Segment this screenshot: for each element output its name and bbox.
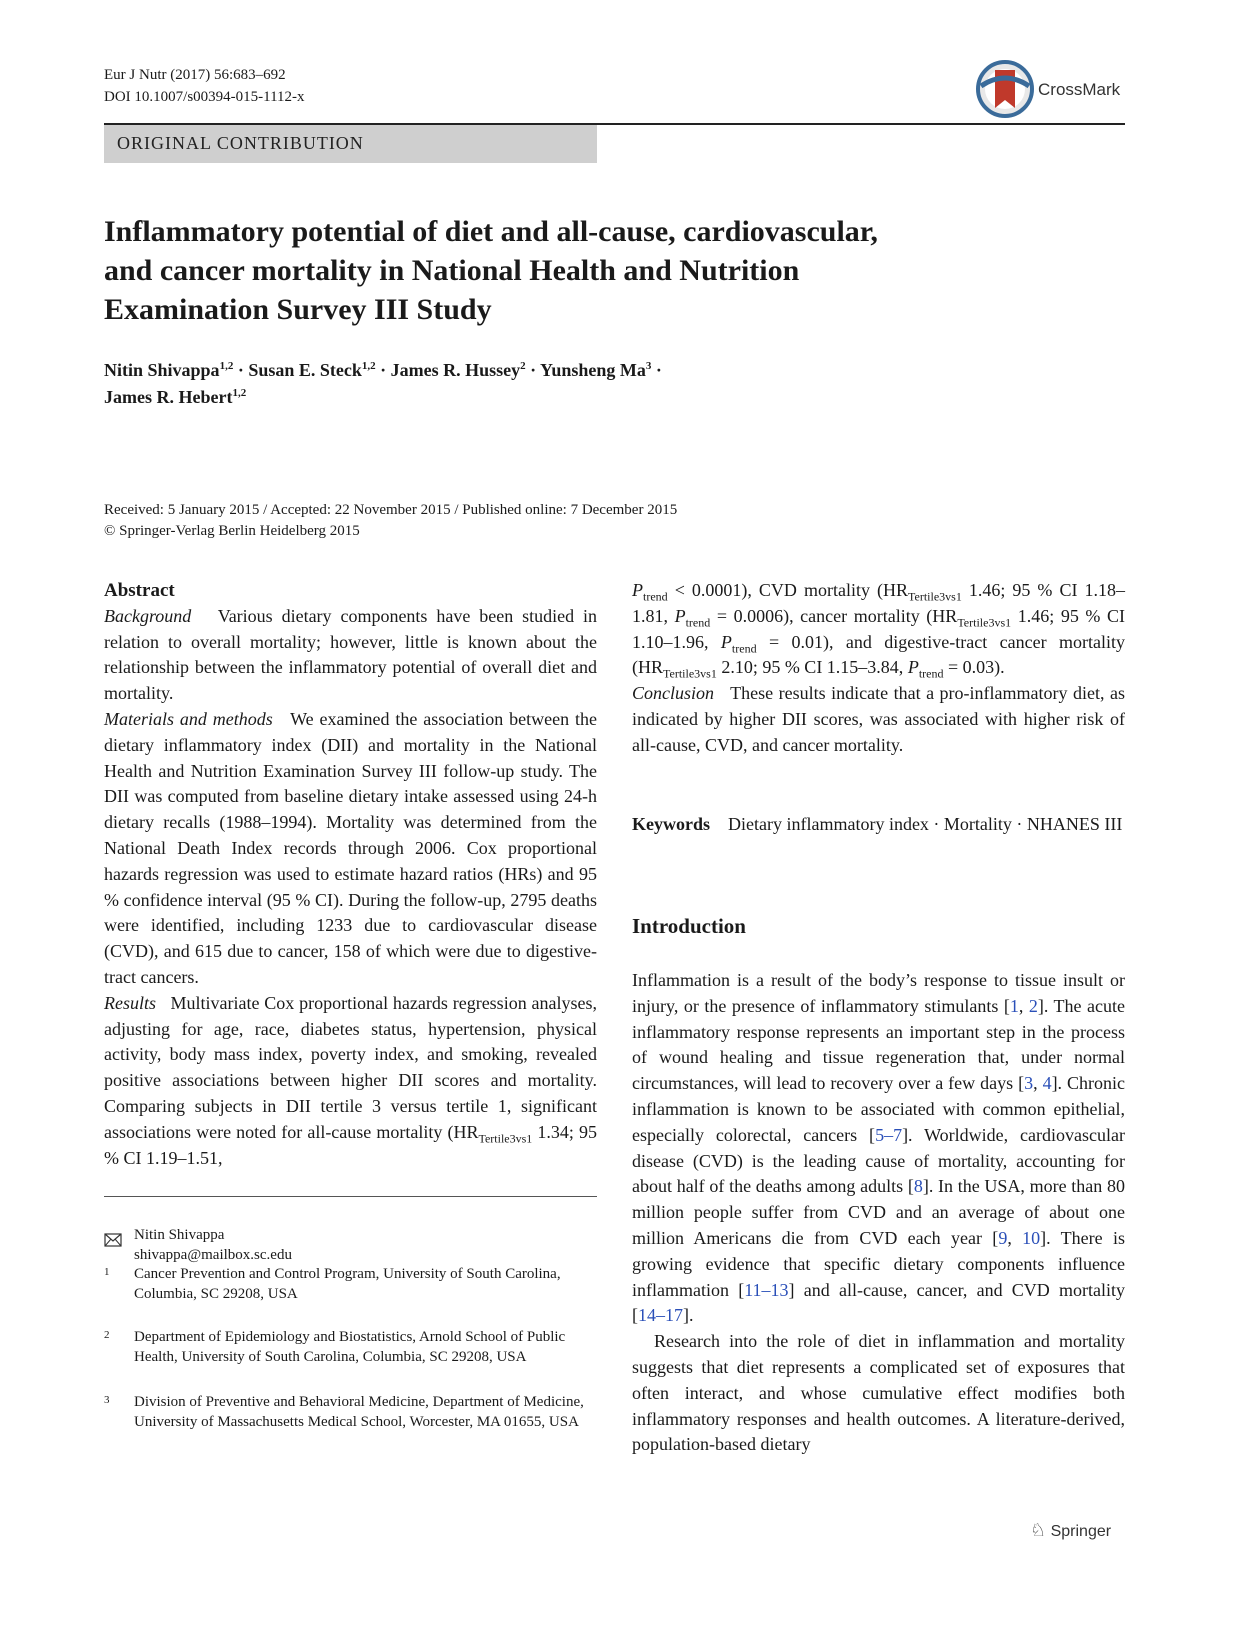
corresponding-email[interactable]: shivappa@mailbox.sc.edu [134, 1247, 292, 1263]
abstract-heading: Abstract [104, 580, 175, 601]
author-separator: · [375, 360, 391, 380]
background-label: Background [104, 605, 192, 626]
background-text: Various dietary components have been studied in relation to overall mortality; however, little is known about the relationship between the inflammatory potential of overall diet and mortality. [104, 605, 597, 704]
publisher-logo [1030, 1520, 1111, 1541]
p-symbol: P [674, 605, 686, 626]
author-separator: · [233, 360, 249, 380]
results-label: Results [104, 992, 156, 1013]
intro-text: ] and all-cause, cancer, and CVD mortality [ [632, 1279, 1125, 1326]
citation-separator: , [1007, 1227, 1023, 1248]
subscript: trend [731, 641, 757, 656]
envelope-icon [104, 1233, 122, 1247]
section-label: ORIGINAL CONTRIBUTION [117, 133, 364, 153]
results-text: 1.46; 95 % CI 1.10–1.96, [632, 605, 1125, 652]
abstract-results [104, 991, 597, 1172]
citation-link[interactable]: 3 [1024, 1073, 1034, 1094]
results-text: 1.34; 95 % CI 1.19–1.51, [104, 1121, 597, 1168]
subscript: Tertile3vs1 [957, 615, 1012, 630]
history-dates: Received: 5 January 2015 / Accepted: 22 November 2015 / Published online: 7 December 2015 [104, 502, 678, 518]
abstract-results-continued [632, 578, 1125, 681]
abstract-methods [104, 707, 597, 991]
introduction-body [632, 968, 1125, 1458]
author-3-affil: 2 [520, 360, 526, 372]
citation-link[interactable]: 14–17 [638, 1305, 683, 1326]
intro-text: ]. [683, 1305, 694, 1326]
results-text: 2.10; 95 % CI 1.15–3.84, [716, 657, 908, 678]
intro-paragraph-1 [632, 968, 1125, 1329]
crossmark-label: CrossMark [1038, 80, 1121, 99]
author-4[interactable]: Yunsheng Ma [539, 360, 646, 380]
p-symbol: P [720, 631, 732, 652]
intro-text: ]. Worldwide, cardiovascular disease (CVD) is the leading cause of mortality, accounting for about half of the deaths among adults [ [632, 1124, 1125, 1197]
affiliation-3: Division of Preventive and Behavioral Medicine, Department of Medicine, University of Massachusetts Medical School, Worcester, MA 01655, USA [134, 1394, 584, 1430]
springer-horse-icon: ♘ [1030, 1520, 1047, 1540]
keywords-text: Dietary inflammatory index · Mortality · NHANES III [728, 814, 1123, 834]
footnote-rule [104, 1196, 597, 1197]
title-line-1: Inflammatory potential of diet and all-cause, cardiovascular, [104, 215, 878, 248]
p-symbol: P [632, 580, 643, 600]
subscript: trend [918, 666, 944, 681]
affiliation-number: 1 [104, 1266, 110, 1278]
results-text: = 0.03). [943, 657, 1005, 678]
conclusion-label: Conclusion [632, 683, 715, 704]
copyright: © Springer-Verlag Berlin Heidelberg 2015 [104, 523, 360, 539]
methods-label: Materials and methods [104, 708, 273, 729]
abstract-right [632, 578, 1125, 759]
citation-link[interactable]: 4 [1042, 1073, 1052, 1094]
citation-link[interactable]: 8 [913, 1176, 923, 1197]
results-text: Multivariate Cox proportional hazards regression analyses, adjusting for age, race, diabetes status, hypertension, physical activity, body mass index, poverty index, and smoking, revealed positive associations between higher DII scores and mortality. Comparing subjects in DII tertile 3 versus tertile 1, significant associations were noted for all-cause mortality (HR [104, 992, 597, 1142]
subscript: trend [685, 615, 711, 630]
intro-text: Inflammation is a result of the body’s response to tissue insult or injury, or the presence of inflammatory stimulants [ [632, 970, 1125, 1016]
intro-text: ]. There is growing evidence that specific dietary components influence inflammation [ [632, 1227, 1125, 1300]
section-label-bar [104, 125, 597, 163]
citation-link[interactable]: 9 [998, 1227, 1008, 1248]
author-3[interactable]: James R. Hussey [390, 360, 521, 380]
author-5-affil: 1,2 [232, 387, 247, 399]
conclusion-text: These results indicate that a pro-inflammatory diet, as indicated by higher DII scores, was associated with higher risk of all-cause, CVD, and cancer mortality. [632, 683, 1125, 755]
author-1[interactable]: Nitin Shivappa [104, 360, 220, 380]
citation-link[interactable]: 10 [1022, 1227, 1041, 1248]
methods-text: We examined the association between the dietary inflammatory index (DII) and mortality in the National Health and Nutrition Examination Survey III follow-up study. The DII was computed from baseline dietary intake assessed using 24-h dietary recalls (1988–1994). Mortality was determined from the National Death Index records through 2006. Cox proportional hazards regression was used to estimate hazard ratios (HRs) and 95 % confidence interval (95 % CI). During the follow-up, 2795 deaths were identified, including 1233 due to cardiovascular disease (CVD), and 615 due to cancer, 158 of which were due to digestive-tract cancers. [104, 708, 597, 987]
author-1-affil: 1,2 [219, 360, 234, 372]
journal-citation [104, 64, 305, 108]
abstract-conclusion [632, 681, 1125, 758]
results-text: < 0.0001), CVD mortality (HR [667, 580, 908, 600]
citation-link[interactable]: 1 [1009, 995, 1019, 1016]
affiliation-1: Cancer Prevention and Control Program, University of South Carolina, Columbia, SC 29208, USA [134, 1266, 561, 1302]
affiliation-2: Department of Epidemiology and Biostatistics, Arnold School of Public Health, University of South Carolina, Columbia, SC 29208, USA [134, 1329, 566, 1365]
affiliation-number: 2 [104, 1329, 110, 1341]
subscript: Tertile3vs1 [478, 1131, 533, 1146]
intro-text: ]. Chronic inflammation is known to be associated with common epithelial, especially colorectal, cancers [ [632, 1073, 1126, 1145]
p-symbol: P [907, 657, 919, 678]
citation-link[interactable]: 5–7 [875, 1124, 903, 1145]
abstract-background [104, 604, 597, 707]
author-separator: · [525, 360, 540, 380]
subscript: Tertile3vs1 [663, 666, 717, 681]
intro-text: ]. The acute inflammatory response represents an important step in the process of wound healing and tissue regeneration that, under normal circumstances, will lead to recovery over a few days [ [632, 995, 1126, 1094]
results-text: = 0.01), and digestive-tract cancer mortality (HR [632, 631, 1126, 678]
article-title [104, 212, 1004, 329]
journal-line: Eur J Nutr (2017) 56:683–692 [104, 67, 286, 83]
abstract-left [104, 578, 597, 1171]
introduction-heading: Introduction [632, 914, 746, 938]
author-2-affil: 1,2 [361, 360, 376, 372]
doi-line[interactable]: DOI 10.1007/s00394-015-1112-x [104, 89, 305, 105]
crossmark-badge[interactable] [976, 60, 1126, 118]
author-5[interactable]: James R. Hebert [104, 387, 233, 407]
publisher-name: Springer [1050, 1523, 1112, 1540]
intro-text: ]. In the USA, more than 80 million people suffer from CVD and an average of about one million Americans die from CVD each year [ [632, 1176, 1125, 1248]
results-text: 1.46; 95 % CI 1.18–1.81, [632, 580, 1126, 626]
subscript: Tertile3vs1 [908, 589, 962, 604]
author-separator: · [651, 360, 662, 380]
author-4-affil: 3 [645, 360, 652, 372]
results-text: = 0.0006), cancer mortality (HR [710, 605, 958, 626]
citation-separator: , [1033, 1073, 1043, 1094]
citation-separator: , [1018, 995, 1029, 1016]
intro-paragraph-2: Research into the role of diet in inflammation and mortality suggests that diet represents a complicated set of exposures that often interact, and whose cumulative effect modifies both inflammatory responses and health outcomes. A literature-derived, population-based dietary [632, 1331, 1125, 1455]
author-list [104, 357, 662, 411]
corresponding-author [134, 1225, 594, 1265]
article-history [104, 500, 677, 542]
keywords [632, 812, 1125, 838]
subscript: trend [643, 589, 668, 604]
crossmark-icon [976, 60, 1034, 118]
affiliation-number: 3 [104, 1394, 110, 1406]
citation-link[interactable]: 2 [1028, 995, 1038, 1016]
title-line-2: and cancer mortality in National Health and Nutrition [104, 254, 800, 287]
corresponding-name: Nitin Shivappa [134, 1227, 225, 1243]
keywords-label: Keywords [632, 814, 710, 834]
author-2[interactable]: Susan E. Steck [248, 360, 362, 380]
citation-link[interactable]: 11–13 [744, 1279, 789, 1300]
title-line-3: Examination Survey III Study [104, 293, 492, 326]
